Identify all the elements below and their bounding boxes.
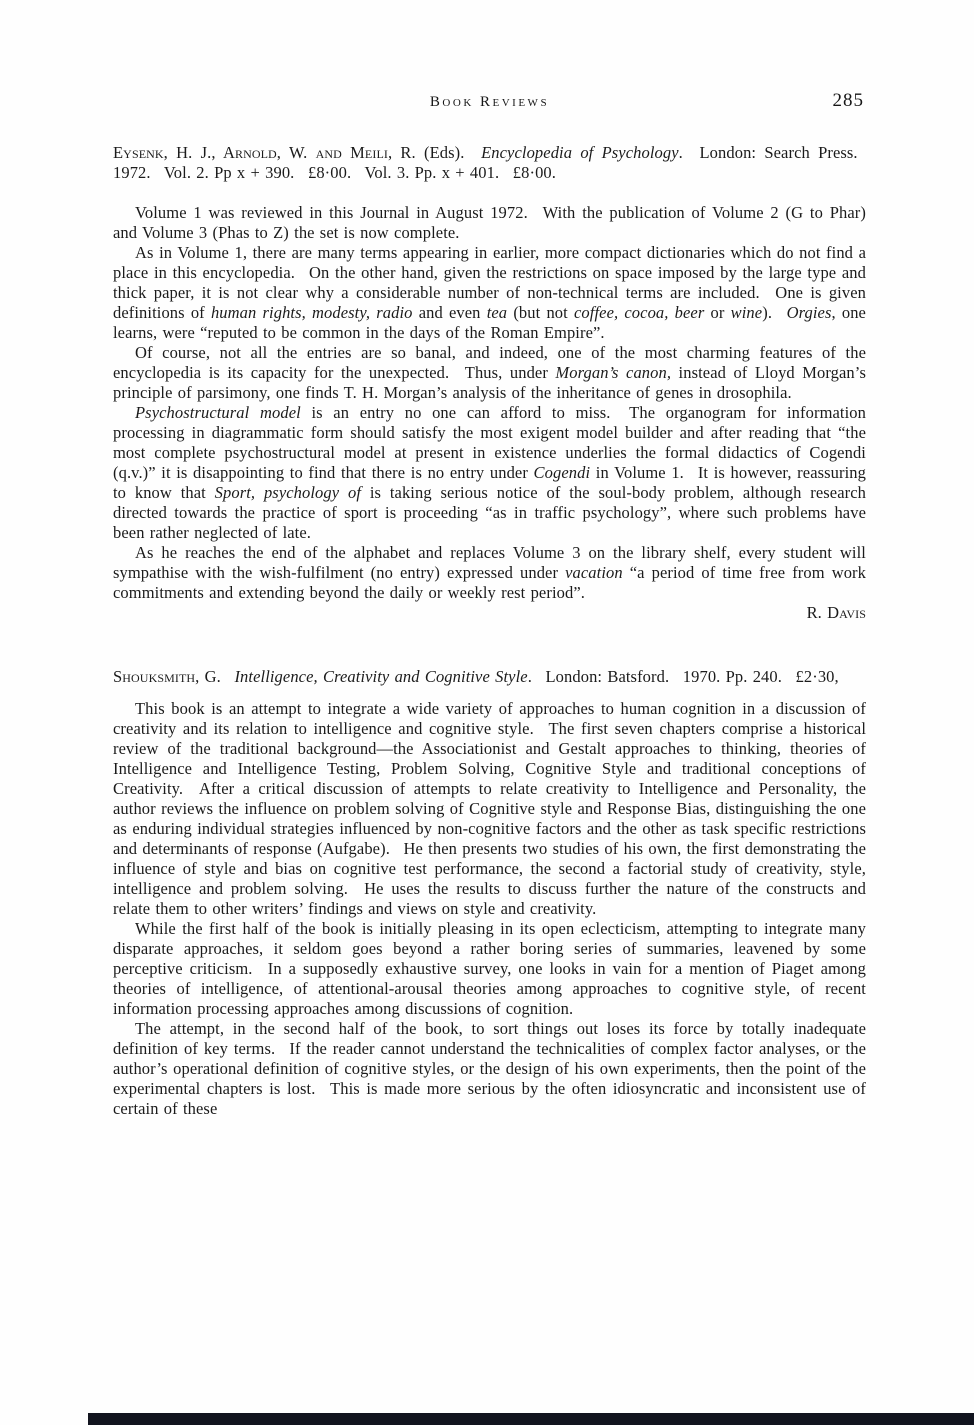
italic-text: Encyclopedia of Psychology (481, 143, 679, 162)
italic-text: Sport, psychology of (214, 483, 362, 502)
italic-text: vacation (565, 563, 623, 582)
italic-text: Orgies (786, 303, 832, 322)
small-caps-text: Eysenk, H. J., Arnold, W. and Meili, R. (113, 143, 416, 162)
italic-text: human rights, modesty, radio (210, 303, 413, 322)
review-section (113, 667, 866, 1119)
text-run: and even (412, 303, 487, 322)
text-run: (Eds). (415, 143, 482, 162)
text-run: ). (762, 303, 787, 322)
review-paragraph (113, 1019, 866, 1119)
text-run (221, 667, 235, 686)
reviewer-signature (113, 603, 866, 623)
italic-text: wine (730, 303, 763, 322)
review-paragraph (113, 403, 866, 543)
running-title: Book Reviews (429, 94, 550, 110)
review-paragraph (113, 343, 866, 403)
review-paragraph (113, 699, 866, 919)
page-header (113, 90, 866, 118)
text-run: , one learns, were “reputed to be common in the days of the Roman Empire”. (113, 303, 866, 342)
text-run: As he reaches the end of the alphabet and replaces Volume 3 on the library shelf, every student will sympathise with the wish-fulfilment (no entry) expressed under (113, 543, 866, 582)
text-run: “a period of time free from work commitments and extending beyond the daily or weekly rest period”. (113, 563, 866, 602)
italic-text: Intelligence, Creativity and Cognitive Style (234, 667, 528, 686)
text-run: instead of Lloyd Morgan’s principle of parsimony, one finds T. H. Morgan’s analysis of the inheritance of genes in drosophila. (113, 363, 866, 402)
text-run: This book is an attempt to integrate a wide variety of approaches to human cognition in a discussion of creativity and its relation to intelligence and cognitive style. The first seven chapters comprise a historical review of the traditional background—the Associationist and Gestalt approaches to thinking, theories of Intelligence and Intelligence Testing, Problem Solving, Cognitive Style and traditional conceptions of Creativity. After a critical discussion of attempts to relate creativity to Intelligence and Personality, the author reviews the influence on problem solving of Cognitive style and Response Bias, distinguishing the one as enduring individual strategies influenced by non-cognitive factors and the other as task specific restrictions and determinants of response (Aufgabe). He then presents two studies of his own, the first demonstrating the influence of style and bias on cognitive test performance, the second a factorial study of creativity, style, intelligence and problem solving. He uses the results to discuss further the nature of the constructs and relate them to other writers’ findings and views on style and creativity. (113, 699, 866, 918)
text-run: . London: Batsford. 1970. Pp. 240. £2·30, (527, 667, 839, 686)
italic-text: Cogendi (533, 463, 591, 482)
small-caps-text: Shouksmith, G. (113, 667, 221, 686)
page-number: 285 (832, 90, 864, 111)
review-paragraph (113, 203, 866, 243)
reviews-container (113, 143, 866, 1119)
text-run: or (704, 303, 731, 322)
text-run: is an entry no one can afford to miss. The organogram for information processing in diagrammatic form should satisfy the most exigent model builder and after reading that “the most complete psychostructural model at present in existence underlies the formal didactics of Cogendi (q.v.)” it is disappointing to find that there is no entry under (113, 403, 867, 482)
review-paragraph (113, 543, 866, 603)
review-section (113, 143, 866, 623)
italic-text: Morgan’s canon, (555, 363, 672, 382)
text-run: Volume 1 was reviewed in this Journal in August 1972. With the publication of Volume 2 (G to Phar) and Volume 3 (Phas to Z) the set is now complete. (113, 203, 866, 242)
review-paragraph (113, 919, 866, 1019)
italic-text: tea (486, 303, 508, 322)
text-run: is taking serious notice of the soul-body problem, although research directed towards the practice of sport is proceeding “as in traffic psychology”, where such problems have been rather neglected of late. (113, 483, 867, 542)
text-run: While the first half of the book is initially pleasing in its open eclecticism, attempting to integrate many disparate approaches, it seldom goes beyond a rather boring series of summaries, leavened by some perceptive criticism. In a supposedly exhaustive survey, one looks in vain for a mention of Piaget among theories of intelligence, of attentional-arousal theories among approaches to cognitive style, of recent information processing approaches among discussions of cognition. (113, 919, 866, 1018)
text-run: (but not (507, 303, 574, 322)
italic-text: Psychostructural model (135, 403, 301, 422)
text-run: As in Volume 1, there are many terms appearing in earlier, more compact dictionaries which do not find a place in this encyclopedia. On the other hand, given the restrictions on space imposed by the large type and thick paper, it is not clear why a considerable number of non-technical terms are included. One is given definitions of (113, 243, 866, 322)
review-paragraph (113, 243, 866, 343)
text-run: in Volume 1. It is however, reassuring to know that (113, 463, 866, 502)
text-run: . London: Search Press. 1972. Vol. 2. Pp x + 390. £8·00. Vol. 3. Pp. x + 401. £8·00. (113, 143, 867, 182)
review-citation (113, 143, 866, 183)
italic-text: coffee, cocoa, beer (574, 303, 705, 322)
text-run: Of course, not all the entries are so banal, and indeed, one of the most charming features of the encyclopedia is its capacity for the unexpected. Thus, under (113, 343, 866, 382)
review-citation (113, 667, 866, 687)
reviewer-name: R. Davis (806, 603, 866, 622)
text-run: The attempt, in the second half of the book, to sort things out loses its force by totally inadequate definition of key terms. If the reader cannot understand the technicalities of complex factor analyses, or the author’s operational definition of cognitive styles, or the design of his own experiments, then the point of the experimental chapters is lost. This is made more serious by the often idiosyncratic and inconsistent use of certain of these (113, 1019, 866, 1118)
scan-edge-artifact-bar (88, 1413, 974, 1425)
